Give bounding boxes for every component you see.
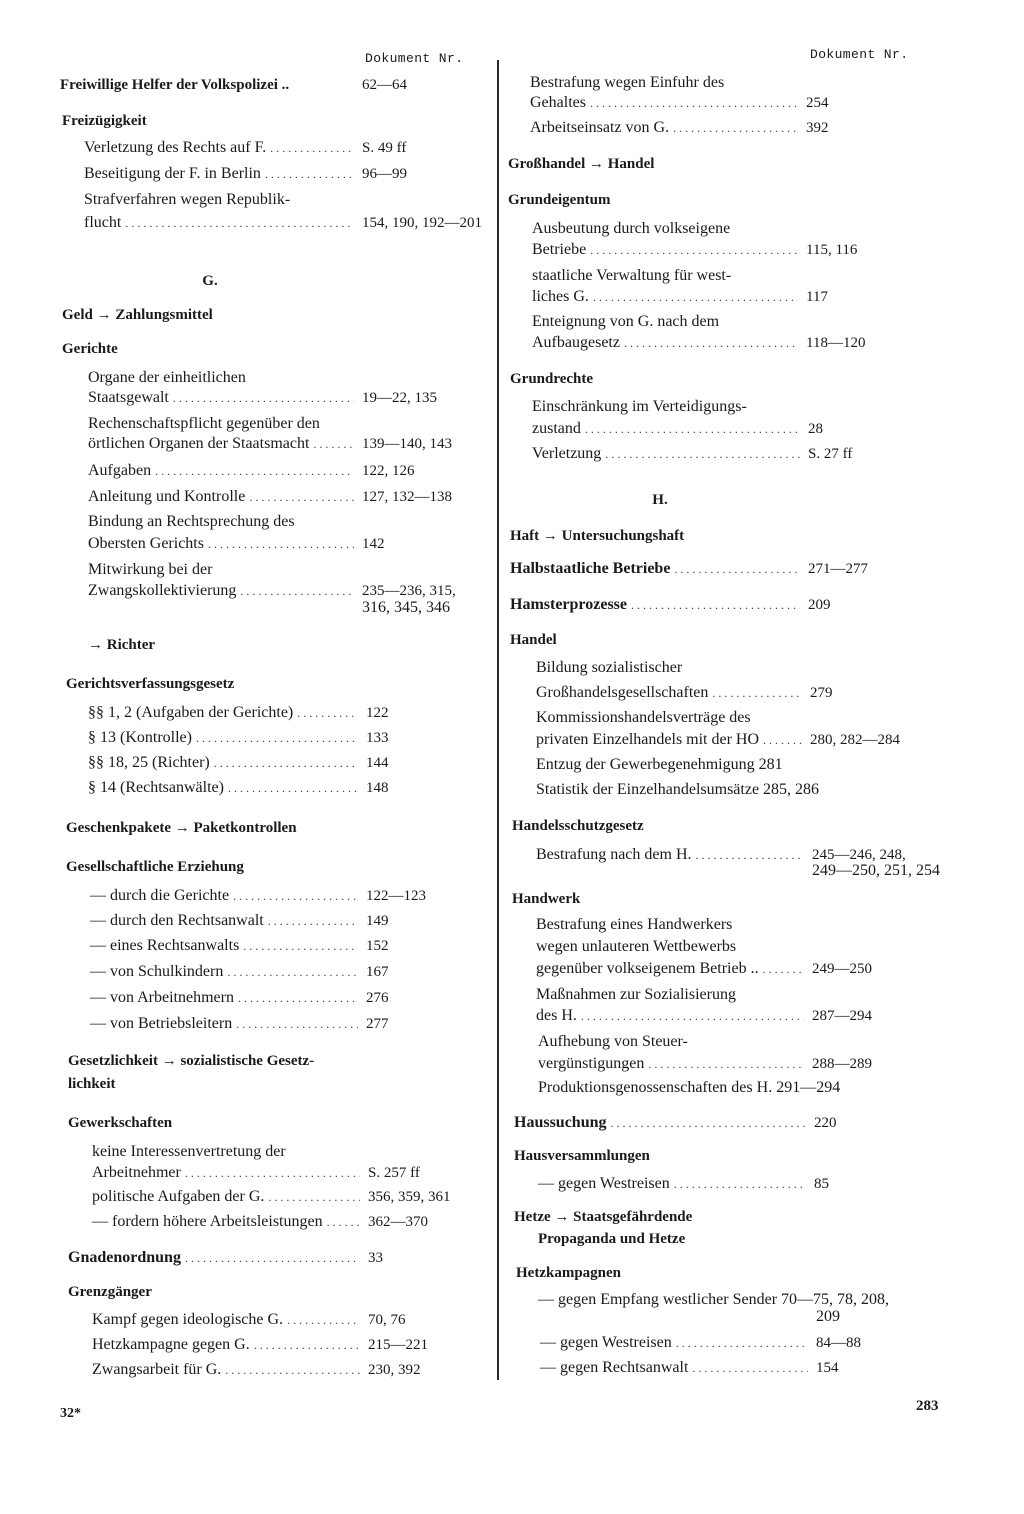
index-entry bbox=[88, 777, 362, 799]
index-heading: Gesetzlichkeit → sozialistische Gesetz- bbox=[68, 1053, 315, 1069]
index-entry-label: Arbeitseinsatz von G. bbox=[530, 119, 670, 136]
index-entry bbox=[90, 961, 362, 983]
index-entry-label: Großhandelsgesellschaften bbox=[536, 684, 709, 701]
index-entry-label: flucht bbox=[84, 214, 122, 231]
leader-dots bbox=[763, 958, 804, 980]
leader-dots bbox=[155, 460, 354, 482]
index-reference: 70, 76 bbox=[368, 1312, 406, 1328]
index-reference: 288—289 bbox=[812, 1056, 872, 1072]
index-reference: 62—64 bbox=[362, 77, 407, 93]
index-reference: 154 bbox=[816, 1360, 839, 1376]
index-reference: 209 bbox=[808, 597, 831, 613]
index-entry-line: Enteignung von G. nach dem bbox=[532, 313, 720, 330]
index-reference: 139—140, 143 bbox=[362, 436, 452, 452]
index-entry-label: §§ 1, 2 (Aufgaben der Gerichte) bbox=[88, 704, 294, 721]
leader-dots bbox=[313, 433, 354, 455]
index-reference: 117 bbox=[806, 289, 828, 305]
index-reference: 142 bbox=[362, 536, 385, 552]
leader-dots bbox=[240, 580, 354, 602]
index-entry bbox=[532, 443, 804, 465]
leader-dots bbox=[125, 212, 354, 234]
index-entry-label: Staatsgewalt bbox=[88, 389, 169, 406]
index-entry bbox=[540, 1332, 812, 1354]
index-entry-label: Gehaltes bbox=[530, 94, 586, 111]
index-heading: Großhandel → Handel bbox=[508, 156, 655, 172]
index-entry-label: Aufgaben bbox=[88, 462, 152, 479]
index-entry bbox=[68, 1247, 364, 1269]
index-entry-label: §§ 18, 25 (Richter) bbox=[88, 754, 210, 771]
index-entry-label: Beseitigung der F. in Berlin bbox=[84, 165, 261, 182]
index-entry-label: Betriebe bbox=[532, 241, 587, 258]
leader-dots bbox=[238, 987, 358, 1009]
index-heading: lichkeit bbox=[68, 1076, 116, 1092]
index-reference: 254 bbox=[806, 95, 829, 111]
leader-dots bbox=[712, 682, 802, 704]
index-entry-line: Bestrafung wegen Einfuhr des bbox=[530, 74, 725, 91]
leader-dots bbox=[585, 418, 800, 440]
index-entry-label: — von Betriebsleitern bbox=[90, 1015, 233, 1032]
index-entry-label: — eines Rechtsanwalts bbox=[90, 937, 240, 954]
index-reference: 245—246, 248, bbox=[812, 847, 906, 863]
index-entry bbox=[532, 332, 802, 354]
index-reference: 220 bbox=[814, 1115, 837, 1131]
index-heading: Geschenkpakete → Paketkontrollen bbox=[66, 820, 297, 836]
leader-dots bbox=[270, 137, 354, 159]
index-entry bbox=[88, 580, 358, 602]
index-entry-label: liches G. bbox=[532, 288, 589, 305]
index-entry bbox=[90, 910, 362, 932]
index-heading: Handel bbox=[510, 632, 557, 648]
index-entry-label: Hetzkampagne gegen G. bbox=[92, 1336, 250, 1353]
index-entry bbox=[510, 594, 804, 616]
index-reference: 215—221 bbox=[368, 1337, 428, 1353]
leader-dots bbox=[593, 286, 798, 308]
leader-dots bbox=[297, 702, 358, 724]
index-entry bbox=[88, 433, 358, 455]
index-entry-label: des H. bbox=[536, 1007, 577, 1024]
index-entry bbox=[88, 460, 358, 482]
leader-dots bbox=[249, 486, 354, 508]
index-entry-label: § 14 (Rechtsanwälte) bbox=[88, 779, 224, 796]
page-number: 283 bbox=[916, 1398, 939, 1414]
index-entry-label: Obersten Gerichts bbox=[88, 535, 204, 552]
index-heading: Hetze → Staatsgefährdende bbox=[514, 1209, 693, 1225]
index-entry bbox=[532, 286, 802, 308]
index-reference: 392 bbox=[806, 120, 829, 136]
index-entry bbox=[530, 92, 802, 114]
index-entry-line: wegen unlauteren Wettbewerbs bbox=[536, 938, 737, 955]
index-entry-label: — gegen Rechtsanwalt bbox=[540, 1359, 689, 1376]
index-heading: Hausversammlungen bbox=[514, 1148, 650, 1164]
index-heading: Grenzgänger bbox=[68, 1284, 152, 1300]
index-entry bbox=[84, 137, 358, 159]
index-reference: 133 bbox=[366, 730, 389, 746]
index-entry-label: § 13 (Kontrolle) bbox=[88, 729, 192, 746]
index-heading: Haft → Untersuchungshaft bbox=[510, 528, 685, 544]
index-entry-line: Rechenschaftspflicht gegenüber den bbox=[88, 415, 320, 432]
index-entry-label: — durch den Rechtsanwalt bbox=[90, 912, 264, 929]
index-entry bbox=[538, 1173, 810, 1195]
index-entry-line: Bindung an Rechtsprechung des bbox=[88, 513, 295, 530]
index-entry-label: Bestrafung nach dem H. bbox=[536, 846, 692, 863]
index-reference: 122, 126 bbox=[362, 463, 415, 479]
index-entry-label: — gegen Westreisen bbox=[538, 1175, 670, 1192]
leader-dots bbox=[214, 752, 358, 774]
index-entry bbox=[84, 163, 358, 185]
index-reference: 356, 359, 361 bbox=[368, 1189, 451, 1205]
leader-dots bbox=[692, 1357, 808, 1379]
leader-dots bbox=[173, 387, 354, 409]
index-heading: Gerichte bbox=[62, 341, 118, 357]
leader-dots bbox=[287, 1309, 360, 1331]
index-entry-line: keine Interessenvertretung der bbox=[92, 1143, 286, 1160]
index-heading: Propaganda und Hetze bbox=[538, 1231, 686, 1247]
index-entry-label: Verletzung bbox=[532, 445, 602, 462]
page-signature: 32* bbox=[60, 1406, 81, 1421]
index-entry bbox=[88, 486, 358, 508]
index-entry bbox=[92, 1334, 364, 1356]
index-reference: 122—123 bbox=[366, 888, 426, 904]
leader-dots bbox=[676, 1332, 808, 1354]
index-entry bbox=[90, 1013, 362, 1035]
leader-dots bbox=[624, 332, 798, 354]
index-heading: Handwerk bbox=[512, 891, 581, 907]
leader-dots bbox=[590, 239, 798, 261]
index-entry bbox=[92, 1309, 364, 1331]
index-entry-label: privaten Einzelhandels mit der HO bbox=[536, 731, 760, 748]
index-entry bbox=[536, 729, 806, 751]
index-heading: Grundrechte bbox=[510, 371, 594, 387]
index-entry-line: Bildung sozialistischer bbox=[536, 659, 683, 676]
letter-section-heading: H. bbox=[652, 492, 668, 508]
leader-dots bbox=[196, 727, 358, 749]
index-entry bbox=[536, 844, 808, 866]
leader-dots bbox=[673, 117, 798, 139]
index-entry-line: Aufhebung von Steuer- bbox=[538, 1033, 688, 1050]
leader-dots bbox=[233, 885, 358, 907]
index-reference: 249—250 bbox=[812, 961, 872, 977]
column-header-right: Dokument Nr. bbox=[810, 47, 909, 62]
index-reference: 271—277 bbox=[808, 561, 868, 577]
index-reference: S. 257 ff bbox=[368, 1165, 420, 1181]
index-entry-line: Statistik der Einzelhandelsumsätze 285, 286 bbox=[536, 781, 820, 798]
index-entry-label: Arbeitnehmer bbox=[92, 1164, 181, 1181]
index-reference: 235—236, 315, bbox=[362, 583, 456, 599]
index-reference: 96—99 bbox=[362, 166, 407, 182]
leader-dots bbox=[648, 1053, 804, 1075]
index-reference: 276 bbox=[366, 990, 389, 1006]
leader-dots bbox=[228, 777, 358, 799]
index-entry bbox=[88, 387, 358, 409]
index-entry bbox=[536, 1005, 808, 1027]
leader-dots bbox=[590, 92, 798, 114]
column-divider bbox=[497, 60, 499, 1380]
index-entry bbox=[532, 418, 804, 440]
index-entry bbox=[88, 752, 362, 774]
index-heading: Gerichtsverfassungsgesetz bbox=[66, 676, 235, 692]
index-entry-line: Organe der einheitlichen bbox=[88, 369, 246, 386]
index-entry-label: Aufbaugesetz bbox=[532, 334, 620, 351]
index-entry-line: — gegen Empfang westlicher Sender 70—75, 78, 208, bbox=[538, 1291, 890, 1308]
index-entry-label: zustand bbox=[532, 420, 581, 437]
index-entry-label: Zwangsarbeit für G. bbox=[92, 1361, 222, 1378]
index-reference: 85 bbox=[814, 1176, 829, 1192]
index-entry-line: 249—250, 251, 254 bbox=[812, 862, 940, 879]
index-reference: 84—88 bbox=[816, 1335, 861, 1351]
index-entry-line: Einschränkung im Verteidigungs- bbox=[532, 398, 747, 415]
index-entry bbox=[536, 682, 806, 704]
index-entry-line: Ausbeutung durch volkseigene bbox=[532, 220, 731, 237]
index-reference: 152 bbox=[366, 938, 389, 954]
index-entry bbox=[540, 1357, 812, 1379]
index-entry bbox=[90, 885, 362, 907]
leader-dots bbox=[208, 533, 354, 555]
index-heading: Freiwillige Helfer der Volkspolizei .. bbox=[60, 77, 290, 93]
index-reference: 279 bbox=[810, 685, 833, 701]
index-entry-label: — fordern höhere Arbeitsleistungen bbox=[92, 1213, 323, 1230]
index-entry bbox=[88, 702, 362, 724]
index-reference: 115, 116 bbox=[806, 242, 858, 258]
index-entry-line: 209 bbox=[816, 1308, 840, 1325]
index-reference: 122 bbox=[366, 705, 389, 721]
index-reference: 148 bbox=[366, 780, 389, 796]
index-reference: 149 bbox=[366, 913, 389, 929]
index-reference: 19—22, 135 bbox=[362, 390, 437, 406]
index-entry-line: Bestrafung eines Handwerkers bbox=[536, 916, 733, 933]
index-entry-line: 316, 345, 346 bbox=[362, 599, 450, 616]
index-entry bbox=[536, 958, 808, 980]
index-reference: 287—294 bbox=[812, 1008, 872, 1024]
leader-dots bbox=[185, 1247, 360, 1269]
index-reference: S. 49 ff bbox=[362, 140, 407, 156]
leader-dots bbox=[605, 443, 800, 465]
index-entry-line: Produktionsgenossenschaften des H. 291—294 bbox=[538, 1079, 841, 1096]
leader-dots bbox=[674, 558, 800, 580]
index-entry bbox=[84, 212, 358, 234]
index-entry bbox=[538, 1053, 808, 1075]
index-entry-label: — gegen Westreisen bbox=[540, 1334, 672, 1351]
index-reference: 33 bbox=[368, 1250, 383, 1266]
index-entry bbox=[530, 117, 802, 139]
index-entry-label: örtlichen Organen der Staatsmacht bbox=[88, 435, 310, 452]
leader-dots bbox=[763, 729, 802, 751]
index-entry-label: — durch die Gerichte bbox=[90, 887, 230, 904]
index-entry bbox=[510, 558, 804, 580]
index-entry bbox=[92, 1186, 364, 1208]
leader-dots bbox=[327, 1211, 360, 1233]
index-entry bbox=[92, 1359, 364, 1381]
index-entry bbox=[514, 1112, 810, 1134]
leader-dots bbox=[268, 1186, 360, 1208]
index-reference: 277 bbox=[366, 1016, 389, 1032]
column-header-left: Dokument Nr. bbox=[365, 51, 464, 66]
index-heading: Freizügigkeit bbox=[62, 113, 147, 129]
index-entry-line: Mitwirkung bei der bbox=[88, 561, 213, 578]
index-entry-line: Strafverfahren wegen Republik- bbox=[84, 191, 291, 208]
leader-dots bbox=[674, 1173, 806, 1195]
index-reference: 154, 190, 192—201 bbox=[362, 215, 482, 231]
index-reference: 28 bbox=[808, 421, 823, 437]
index-heading: Gewerkschaften bbox=[68, 1115, 173, 1131]
index-reference: 230, 392 bbox=[368, 1362, 421, 1378]
index-entry bbox=[532, 239, 802, 261]
index-reference: 127, 132—138 bbox=[362, 489, 452, 505]
index-entry bbox=[90, 935, 362, 957]
index-entry bbox=[90, 987, 362, 1009]
leader-dots bbox=[236, 1013, 358, 1035]
index-heading: Hetzkampagnen bbox=[516, 1265, 621, 1281]
index-entry-label: — von Schulkindern bbox=[90, 963, 224, 980]
leader-dots bbox=[581, 1005, 804, 1027]
leader-dots bbox=[227, 961, 358, 983]
index-entry bbox=[88, 533, 358, 555]
index-entry-label: Haussuchung bbox=[514, 1114, 607, 1131]
leader-dots bbox=[611, 1112, 807, 1134]
index-entry-label: Anleitung und Kontrolle bbox=[88, 488, 246, 505]
index-entry-label: politische Aufgaben der G. bbox=[92, 1188, 265, 1205]
index-entry-label: Kampf gegen ideologische G. bbox=[92, 1311, 284, 1328]
index-entry-line: Maßnahmen zur Sozialisierung bbox=[536, 986, 736, 1003]
index-entry-label: Verletzung des Rechts auf F. bbox=[84, 139, 267, 156]
index-reference: 144 bbox=[366, 755, 389, 771]
leader-dots bbox=[225, 1359, 360, 1381]
index-entry-label: Halbstaatliche Betriebe bbox=[510, 560, 671, 577]
leader-dots bbox=[631, 594, 800, 616]
leader-dots bbox=[254, 1334, 360, 1356]
index-reference: 362—370 bbox=[368, 1214, 428, 1230]
index-reference: S. 27 ff bbox=[808, 446, 853, 462]
index-heading: Grundeigentum bbox=[508, 192, 611, 208]
index-entry bbox=[92, 1162, 364, 1184]
letter-section-heading: G. bbox=[202, 273, 218, 289]
index-heading: → Richter bbox=[88, 637, 156, 653]
leader-dots bbox=[265, 163, 354, 185]
index-entry-label: gegenüber volkseigenem Betrieb .. bbox=[536, 960, 759, 977]
index-reference: 167 bbox=[366, 964, 389, 980]
index-reference: 280, 282—284 bbox=[810, 732, 900, 748]
index-heading: Gesellschaftliche Erziehung bbox=[66, 859, 244, 875]
leader-dots bbox=[243, 935, 358, 957]
index-entry-line: staatliche Verwaltung für west- bbox=[532, 267, 732, 284]
index-heading: Geld → Zahlungsmittel bbox=[62, 307, 213, 323]
leader-dots bbox=[268, 910, 358, 932]
index-entry bbox=[88, 727, 362, 749]
index-entry bbox=[92, 1211, 364, 1233]
index-entry-line: Entzug der Gewerbegenehmigung 281 bbox=[536, 756, 783, 773]
index-reference: 118—120 bbox=[806, 335, 866, 351]
index-entry-label: vergünstigungen bbox=[538, 1055, 645, 1072]
index-entry-label: Gnadenordnung bbox=[68, 1249, 181, 1266]
leader-dots bbox=[185, 1162, 360, 1184]
leader-dots bbox=[696, 844, 804, 866]
index-entry-label: Hamsterprozesse bbox=[510, 596, 627, 613]
index-heading: Handelsschutzgesetz bbox=[512, 818, 644, 834]
index-entry-label: Zwangskollektivierung bbox=[88, 582, 237, 599]
index-entry-line: Kommissionshandelsverträge des bbox=[536, 709, 751, 726]
index-entry-label: — von Arbeitnehmern bbox=[90, 989, 234, 1006]
